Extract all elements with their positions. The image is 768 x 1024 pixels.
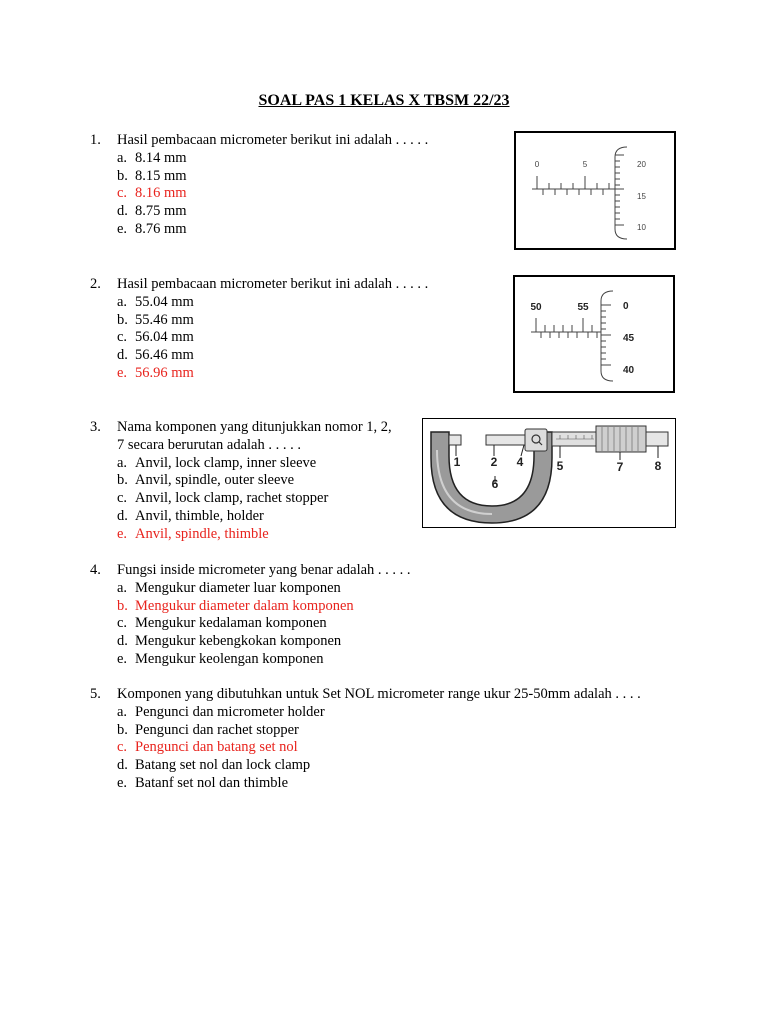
sleeve-label: 5 [582, 160, 588, 169]
sleeve-label: 50 [530, 302, 542, 313]
option-letter: c. [117, 739, 128, 756]
question-number: 4. [90, 562, 101, 578]
option-text: Pengunci dan micrometer holder [135, 703, 325, 720]
option-letter: a. [117, 293, 128, 310]
question-number: 5. [90, 686, 101, 702]
option-text: 56.96 mm [135, 364, 194, 381]
thimble-label: 40 [623, 365, 635, 376]
option-text: Anvil, lock clamp, inner sleeve [135, 454, 317, 471]
question-number: 3. [90, 419, 101, 435]
option-text: Batanf set nol dan thimble [135, 774, 289, 791]
option-text: Anvil, thimble, holder [135, 507, 264, 524]
option-text: 56.04 mm [135, 329, 194, 346]
option-letter: e. [117, 774, 128, 791]
sleeve-label: 0 [534, 160, 540, 169]
option-text: 55.04 mm [135, 293, 194, 310]
option-letter: b. [117, 721, 128, 738]
option-text: 8.76 mm [135, 220, 187, 237]
option-letter: e. [117, 650, 128, 667]
option-letter: e. [117, 364, 128, 381]
option-letter: d. [117, 757, 128, 774]
option-text: Batang set nol dan lock clamp [135, 757, 311, 774]
option-letter: e. [117, 220, 128, 237]
page-title: SOAL PAS 1 KELAS X TBSM 22/23 [258, 92, 510, 109]
option-letter: a. [117, 454, 128, 471]
option-letter: c. [117, 329, 128, 346]
option-letter: d. [117, 633, 128, 650]
option-text: 8.14 mm [135, 149, 187, 166]
part-number-label: 8 [654, 459, 662, 473]
part-number-label: 6 [491, 477, 499, 491]
question-number: 1. [90, 132, 101, 148]
part-number-label: 4 [516, 455, 524, 469]
option-text: Anvil, spindle, thimble [135, 525, 269, 542]
part-number-label: 1 [453, 455, 461, 469]
option-text: Pengunci dan rachet stopper [135, 721, 299, 738]
sleeve-label: 55 [577, 302, 589, 313]
option-letter: b. [117, 311, 128, 328]
option-text: Mengukur kedalaman komponen [135, 615, 327, 632]
option-letter: a. [117, 579, 128, 596]
option-text: Pengunci dan batang set nol [135, 739, 298, 756]
option-text: Mengukur diameter dalam komponen [135, 597, 354, 614]
thimble-label: 0 [623, 301, 629, 312]
option-letter: d. [117, 507, 128, 524]
part-number-label: 7 [616, 460, 624, 474]
option-letter: e. [117, 525, 128, 542]
part-number-label: 2 [490, 455, 498, 469]
option-letter: c. [117, 615, 128, 632]
option-text: 8.75 mm [135, 203, 187, 220]
micrometer-reading-figure-2 [513, 275, 675, 393]
option-text: 8.16 mm [135, 185, 187, 202]
option-text: Anvil, lock clamp, rachet stopper [135, 490, 329, 507]
option-text: 8.15 mm [135, 167, 187, 184]
micrometer-reading-figure-1 [514, 131, 676, 250]
option-text: Mengukur keolengan komponen [135, 650, 324, 667]
option-letter: c. [117, 490, 128, 507]
option-letter: b. [117, 167, 128, 184]
thimble-label: 45 [623, 333, 635, 344]
question-text: Hasil pembacaan micrometer berikut ini adalah . . . . . [117, 132, 429, 148]
thimble-label: 20 [637, 160, 646, 169]
option-text: 55.46 mm [135, 311, 194, 328]
part-number-label: 5 [556, 459, 564, 473]
option-text: Anvil, spindle, outer sleeve [135, 472, 295, 489]
question-text-line-1: Nama komponen yang ditunjukkan nomor 1, 2, [117, 419, 392, 435]
option-letter: a. [117, 703, 128, 720]
question-text-line-2: 7 secara berurutan adalah . . . . . [117, 436, 301, 453]
option-text: Mengukur diameter luar komponen [135, 579, 341, 596]
option-text: Mengukur kebengkokan komponen [135, 633, 342, 650]
question-text: Hasil pembacaan micrometer berikut ini adalah . . . . . [117, 276, 429, 292]
option-text: 56.46 mm [135, 347, 194, 364]
question-text: Komponen yang dibutuhkan untuk Set NOL micrometer range ukur 25-50mm adalah . . . . [117, 686, 641, 702]
micrometer-parts-diagram [422, 418, 676, 528]
option-letter: c. [117, 185, 128, 202]
option-letter: b. [117, 472, 128, 489]
option-letter: b. [117, 597, 128, 614]
thimble-label: 10 [637, 223, 646, 232]
thimble-label: 15 [637, 192, 646, 201]
question-text: Fungsi inside micrometer yang benar adalah . . . . . [117, 562, 411, 578]
option-letter: a. [117, 149, 128, 166]
question-number: 2. [90, 276, 101, 292]
option-letter: d. [117, 347, 128, 364]
option-letter: d. [117, 203, 128, 220]
